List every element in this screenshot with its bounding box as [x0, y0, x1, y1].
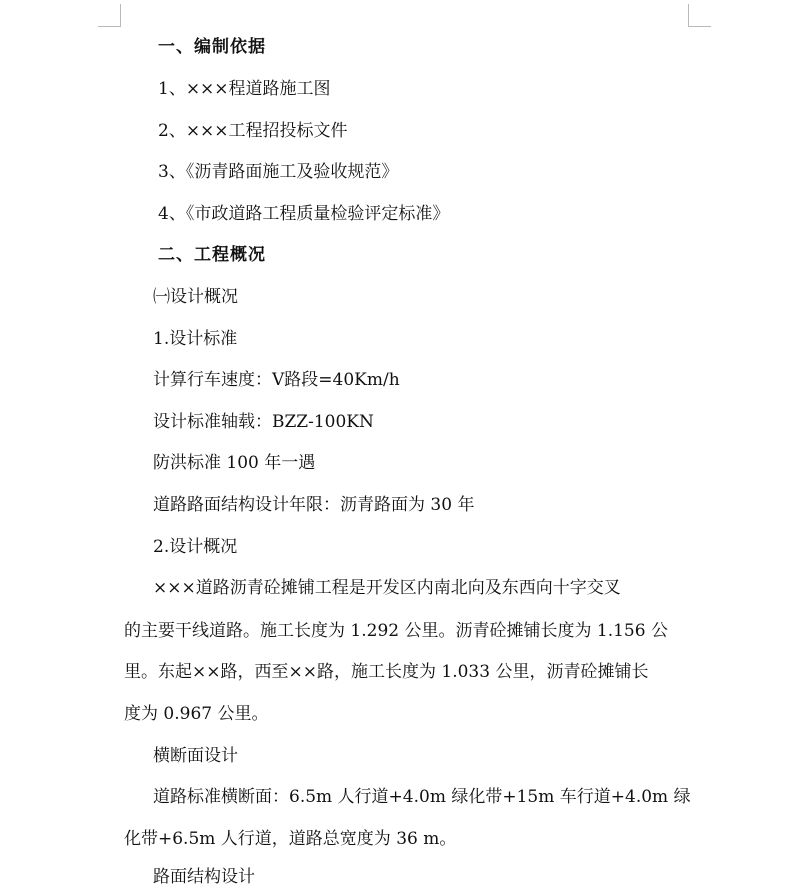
paragraph-2-line-2: 化带+6.5m 人行道，道路总宽度为 36 m。 [124, 829, 457, 849]
axle-load: 设计标准轴载：BZZ-100KN [153, 412, 374, 432]
design-speed: 计算行车速度：V路段=40Km/h [153, 370, 400, 390]
cross-section-label: 横断面设计 [153, 746, 238, 766]
basis-item-2: 2、×××工程招投标文件 [158, 121, 348, 141]
basis-item-4: 4、《市政道路工程质量检验评定标准》 [158, 204, 450, 224]
paragraph-2-line-1: 道路标准横断面：6.5m 人行道+4.0m 绿化带+15m 车行道+4.0m 绿 [153, 787, 691, 807]
cut-off-line: 路面结构设计 [153, 867, 255, 887]
page-corner-mark-left [98, 4, 121, 27]
basis-item-1: 1、×××程道路施工图 [158, 79, 331, 99]
heading-overview: 二、工程概况 [158, 245, 266, 265]
design-standard-label: 1.设计标准 [153, 329, 238, 349]
page-corner-mark-right [688, 4, 711, 27]
paragraph-1-line-4: 度为 0.967 公里。 [124, 704, 269, 724]
design-life: 道路路面结构设计年限：沥青路面为 30 年 [153, 495, 475, 515]
design-overview-2-label: 2.设计概况 [153, 537, 238, 557]
heading-basis: 一、编制依据 [158, 37, 266, 57]
design-overview-label: ㈠设计概况 [153, 287, 238, 307]
flood-standard: 防洪标准 100 年一遇 [153, 453, 316, 473]
basis-item-3: 3、《沥青路面施工及验收规范》 [158, 162, 399, 182]
paragraph-1-line-2: 的主要干线道路。施工长度为 1.292 公里。沥青砼摊铺长度为 1.156 公 [124, 621, 668, 641]
paragraph-1-line-1: ×××道路沥青砼摊铺工程是开发区内南北向及东西向十字交叉 [153, 578, 621, 598]
paragraph-1-line-3: 里。东起××路，西至××路，施工长度为 1.033 公里，沥青砼摊铺长 [124, 662, 649, 682]
